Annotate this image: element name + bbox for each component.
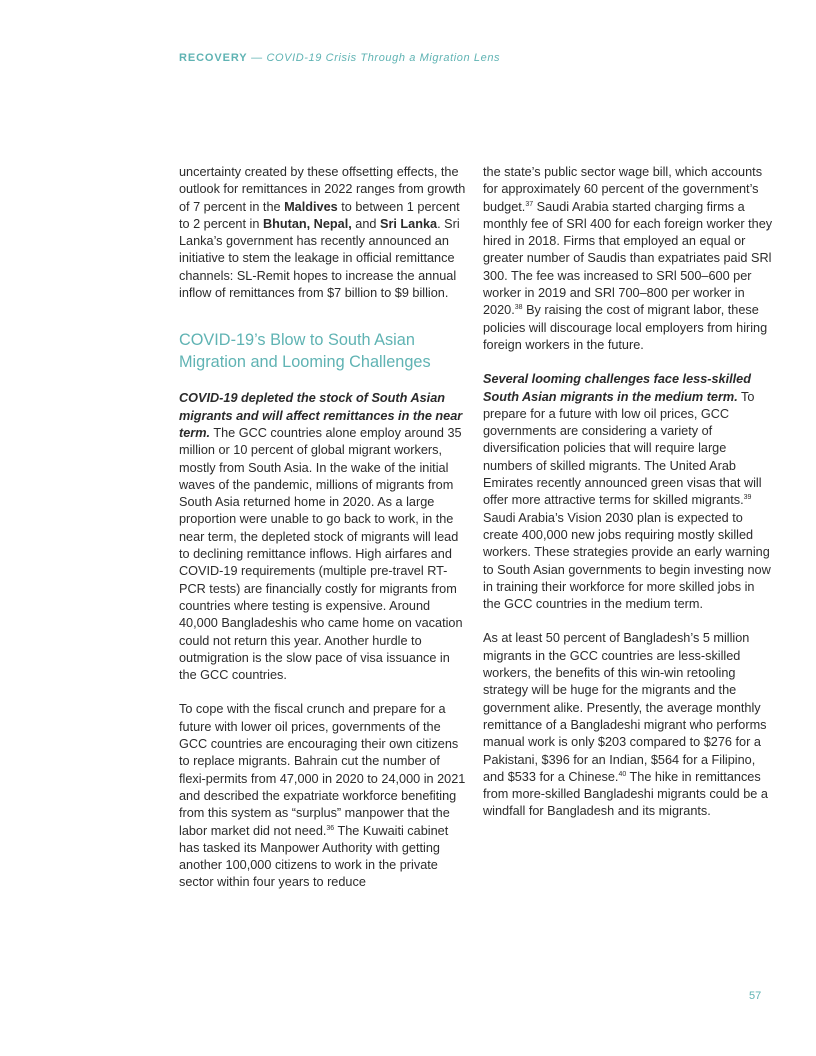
text-span: and [351,216,380,231]
text-span: . Sri Lanka’s government has recently announced an initiative to stem the leakage in official remittance channels: SL-Remit hopes to increase the annual inflow of remittances from $7 billion to $9 billion. [179,216,460,301]
right-column [483,164,773,838]
text-span: The GCC countries alone employ around 35 million or 10 percent of global migrant workers, mostly from South Asia. In the wake of the initial waves of the pandemic, millions of migrants from South Asia returned home in 2020. As a large proportion were unable to go back to work, in the near term, the depleted stock of migrants will lead to declining remittance inflows. High airfares and COVID-19 requirements (multiple pre-travel RT-PCR tests) are financially costly for migrants from countries where testing is expensive. Around 40,000 Bangladeshis who came home on vacation could not return this year. Another hurdle to outmigration is the slow pace of visa issuance in the GCC countries. [179,425,463,683]
country-maldives: Maldives [284,199,338,214]
text-span: By raising the cost of migrant labor, these policies will discourage local employers from hiring foreign workers in the future. [483,303,768,352]
running-header [179,52,500,64]
header-dash: — [247,52,267,64]
header-section-label: RECOVERY [179,52,248,64]
country-sri-lanka: Sri Lanka [379,216,438,231]
text-span: Saudi Arabia started charging firms a monthly fee of SRl 400 for each foreign worker they hired in 2018. Firms that employed an equal or greater number of Saudis than expatriates paid SRl 300. The fee was increased to SRl 500–600 per worker in 2019 and SRl 700–800 per worker in 2020. [483,199,773,318]
footnote-ref: 36 [326,824,335,832]
right-paragraph-2 [483,371,773,613]
text-span: The Kuwaiti cabinet has tasked its Manpower Authority with getting another 100,000 citizens to work in the private sector within four years to reduce [179,823,449,890]
page-number: 57 [749,990,762,1002]
text-span: uncertainty created by these offsetting effects, the outlook for remittances in 2022 ranges from growth of 7 percent in the [179,165,466,214]
footnote-ref: 37 [525,200,534,208]
text-span: To prepare for a future with low oil prices, GCC governments are considering a variety of diversification policies that will require large numbers of skilled migrants. The United Arab Emirates recently announced green visas that will offer more attractive terms for skilled migrants. [483,389,762,508]
left-paragraph-1 [179,164,469,302]
text-span: to between 1 percent to 2 percent in [179,199,460,231]
country-bhutan-nepal: Bhutan, Nepal, [262,216,352,231]
right-paragraph-1 [483,164,773,354]
left-paragraph-2 [179,390,469,684]
footnote-ref: 38 [514,304,523,312]
right-paragraph-3 [483,630,773,820]
text-span: Saudi Arabia’s Vision 2030 plan is expected to create 400,000 new jobs requiring mostly skilled workers. These strategies provide an early warning to South Asian governments to begin investing now in training their workforce for more skilled jobs in the GCC countries in the medium term. [483,510,771,612]
left-paragraph-3 [179,701,469,891]
section-heading: COVID-19’s Blow to South Asian Migration and Looming Challenges [179,331,431,372]
text-span: As at least 50 percent of Bangladesh’s 5 million migrants in the GCC countries are less-skilled workers, the benefits of this win-win retooling strategy will be huge for the migrants and the government alike. Presently, the average monthly remittance of a Bangladeshi migrant who performs manual work is only $203 compared to $276 for a Pakistani, $396 for an Indian, $564 for a Filipino, and $533 for a Chinese. [483,631,767,784]
lead-sentence: Several looming challenges face less-skilled South Asian migrants in the medium term. [483,372,751,404]
text-span: the state’s public sector wage bill, which accounts for approximately 60 percent of the government’s budget. [483,165,763,214]
footnote-ref: 39 [743,494,752,502]
left-column [179,164,469,909]
header-subtitle: COVID-19 Crisis Through a Migration Lens [266,52,501,64]
text-span: To cope with the fiscal crunch and prepare for a future with lower oil prices, governments of the GCC countries are encouraging their own citizens to replace migrants. Bahrain cut the number of flexi-permits from 47,000 in 2020 to 24,000 in 2021 and described the expatriate workforce benefiting from this system as “surplus” manpower that the labor market did not need. [179,702,466,838]
lead-sentence: COVID-19 depleted the stock of South Asian migrants and will affect remittances in the near term. [179,391,463,440]
footnote-ref: 40 [618,770,627,778]
text-span: The hike in remittances from more-skilled Bangladeshi migrants could be a windfall for Bangladesh and its migrants. [483,769,768,819]
